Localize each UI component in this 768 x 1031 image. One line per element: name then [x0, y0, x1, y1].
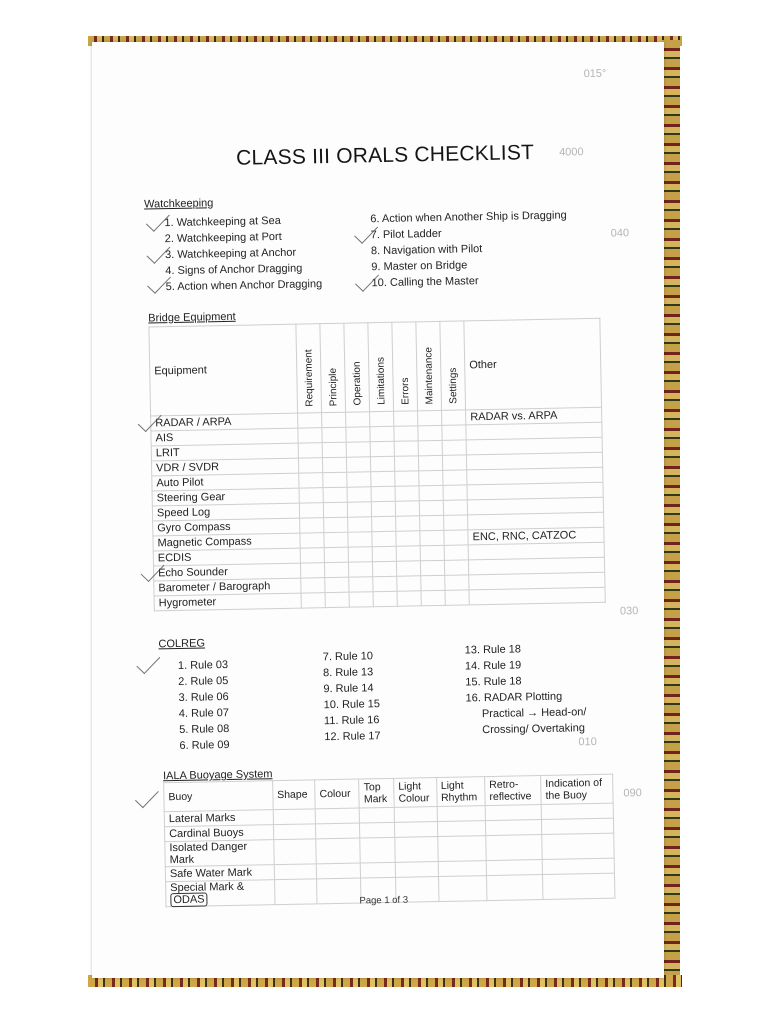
column-header: Colour [315, 779, 360, 809]
pencil-note: 015° [583, 67, 607, 81]
colreg-rule: 14. Rule 19 [464, 659, 522, 673]
table-row: Gyro Compass [153, 512, 604, 536]
table-row: ECDIS [153, 542, 604, 566]
watchkeeping-item: 10. Calling the Master [371, 275, 479, 290]
pencil-note: 010 [578, 735, 597, 749]
colreg-rule: 8. Rule 13 [322, 666, 374, 680]
watchkeeping-item: 4. Signs of Anchor Dragging [165, 262, 303, 278]
column-header: Indication of the Buoy [541, 774, 613, 804]
table-row: Auto Pilot [152, 467, 603, 491]
table-row: Speed Log [152, 497, 603, 521]
table-row: Steering Gear [152, 482, 603, 506]
iala-heading: IALA Buoyage System [162, 768, 273, 783]
column-header: Light Colour [394, 778, 437, 808]
column-header: Settings [440, 321, 466, 410]
column-header: Errors [392, 322, 418, 411]
watchkeeping-item: 6. Action when Another Ship is Dragging [370, 209, 567, 226]
table-row: Cardinal Buoys [165, 818, 614, 842]
table-row: Magnetic Compass ENC, RNC, CATZOC [153, 527, 604, 551]
table-row: Isolated Danger Mark [165, 833, 614, 867]
column-header: Buoy [164, 781, 273, 812]
colreg-rule: 4. Rule 07 [178, 707, 230, 720]
colreg-rule: 2. Rule 05 [178, 675, 229, 688]
colreg-rule: Practical → Head-on/ [481, 706, 587, 721]
watchkeeping-item: 2. Watchkeeping at Port [164, 230, 282, 246]
table-row: Hygrometer [154, 587, 605, 611]
column-header: Other [464, 318, 602, 410]
column-header: Shape [272, 780, 315, 810]
colreg-rule: 6. Rule 09 [179, 739, 230, 752]
pencil-note: 4000 [559, 146, 584, 159]
special-mark-label: Special Mark & [170, 880, 245, 895]
table-row: AIS [151, 422, 602, 446]
colreg-rule: 10. Rule 15 [323, 698, 381, 712]
watchkeeping-heading: Watchkeeping [143, 197, 214, 211]
table-row: Echo Sounder [153, 557, 604, 581]
watchkeeping-item: 9. Master on Bridge [371, 259, 468, 274]
table-row: RADAR / ARPA RADAR vs. ARPA [151, 407, 602, 431]
column-header: Principle [320, 323, 346, 412]
checkmark-icon [136, 650, 160, 674]
iala-buoyage-table [163, 774, 615, 908]
checkmark-icon [135, 784, 159, 808]
table-row: LRIT [151, 437, 602, 461]
pencil-note: 090 [623, 787, 642, 800]
pencil-note: 030 [619, 605, 639, 618]
colreg-rule: 5. Rule 08 [179, 723, 230, 736]
column-header: Light Rhythm [436, 777, 485, 807]
bridge-equipment-heading: Bridge Equipment [148, 310, 236, 325]
colreg-rule: 15. Rule 18 [465, 675, 522, 689]
colreg-rule: 3. Rule 06 [178, 691, 229, 704]
bridge-equipment-table [148, 318, 605, 612]
colreg-rule: 12. Rule 17 [324, 730, 381, 744]
odas-boxed-text: ODAS [170, 892, 207, 907]
column-header: Requirement [296, 324, 322, 413]
table-row: Lateral Marks [164, 803, 613, 827]
column-header: Limitations [368, 322, 394, 411]
watchkeeping-item: 1. Watchkeeping at Sea [164, 214, 281, 230]
column-header: Top Mark [359, 778, 394, 808]
colreg-rule: 9. Rule 14 [323, 682, 374, 696]
column-header: Equipment [149, 324, 298, 416]
page-title: CLASS III ORALS CHECKLIST [235, 141, 535, 170]
column-header: Retro-reflective [485, 776, 542, 806]
table-row: Safe Water Mark [165, 858, 614, 882]
page-footer: Page 1 of 3 [359, 894, 409, 907]
table-row: VDR / SVDR [151, 452, 602, 476]
column-header: Maintenance [416, 321, 442, 410]
watchkeeping-item: 7. Pilot Ladder [370, 227, 442, 242]
watchkeeping-item: 8. Navigation with Pilot [370, 243, 483, 258]
table-row: Barometer / Barograph [154, 572, 605, 596]
colreg-rule: 16. RADAR Plotting [465, 690, 563, 705]
colreg-heading: COLREG [158, 637, 206, 651]
colreg-rule: 11. Rule 16 [323, 714, 380, 728]
colreg-rule: 7. Rule 10 [322, 650, 374, 664]
colreg-rule: 1. Rule 03 [177, 659, 229, 672]
watchkeeping-item: 5. Action when Anchor Dragging [165, 278, 323, 294]
pencil-note: 040 [610, 227, 630, 240]
watchkeeping-item: 3. Watchkeeping at Anchor [164, 246, 297, 262]
column-header: Operation [344, 323, 370, 412]
colreg-rule: 13. Rule 18 [464, 643, 522, 657]
colreg-rule: Crossing/ Overtaking [482, 722, 586, 737]
